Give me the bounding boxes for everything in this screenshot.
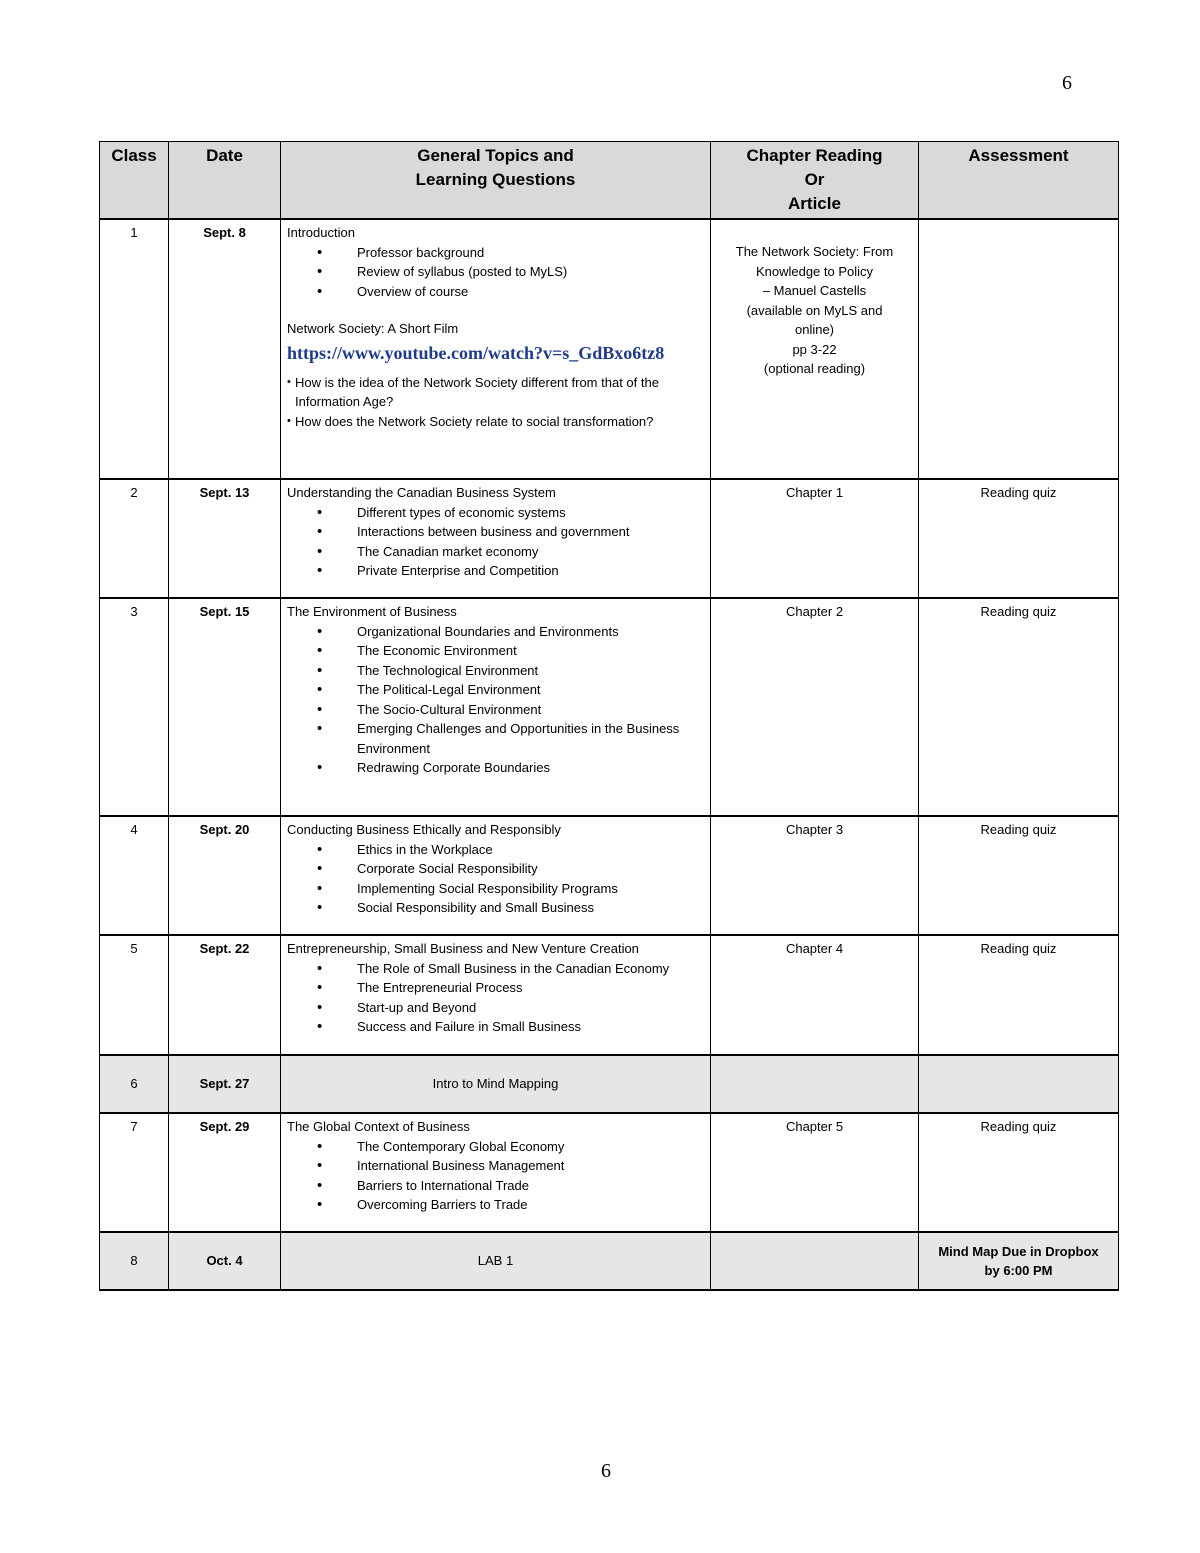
list-item: • Barriers to International Trade <box>317 1176 704 1196</box>
reading-line: pp 3-22 <box>792 341 837 357</box>
list-item: • How is the idea of the Network Society different from that of the Information Age? <box>287 373 704 412</box>
topic-cell <box>281 935 711 1055</box>
list-item: • Emerging Challenges and Opportunities in the Business Environment <box>317 719 704 758</box>
class-number: 6 <box>100 1055 169 1113</box>
topic-cell: Intro to Mind Mapping <box>281 1055 711 1113</box>
class-number: 7 <box>100 1113 169 1232</box>
list-item: • The Technological Environment <box>317 661 704 681</box>
class-date: Sept. 8 <box>169 219 281 479</box>
list-item: • The Canadian market economy <box>317 542 704 562</box>
list-item: • Organizational Boundaries and Environments <box>317 622 704 642</box>
assessment-cell <box>919 1232 1119 1290</box>
reading-cell: Chapter 2 <box>711 598 919 816</box>
reading-line: online) <box>794 322 835 337</box>
assessment-cell: Reading quiz <box>919 479 1119 598</box>
list-item: • The Contemporary Global Economy <box>317 1137 704 1157</box>
class-date: Oct. 4 <box>169 1232 281 1290</box>
assessment-cell <box>919 219 1119 479</box>
class-number: 4 <box>100 816 169 935</box>
reading-cell: Chapter 3 <box>711 816 919 935</box>
list-item: • The Role of Small Business in the Canadian Economy <box>317 959 704 979</box>
header-assessment: Assessment <box>919 142 1119 220</box>
header-reading <box>711 142 919 220</box>
header-topics <box>281 142 711 220</box>
list-item: • The Economic Environment <box>317 641 704 661</box>
class-date: Sept. 27 <box>169 1055 281 1113</box>
table-header-row <box>100 142 1119 220</box>
table-row <box>100 479 1119 598</box>
class-date: Sept. 13 <box>169 479 281 598</box>
list-item: • Ethics in the Workplace <box>317 840 704 860</box>
topic-title: Introduction <box>287 225 355 240</box>
list-item: • Interactions between business and government <box>317 522 704 542</box>
class-number: 8 <box>100 1232 169 1290</box>
list-item: • Success and Failure in Small Business <box>317 1017 704 1037</box>
assessment-line: Mind Map Due in Dropbox <box>938 1243 1099 1259</box>
list-item: • International Business Management <box>317 1156 704 1176</box>
class-number: 1 <box>100 219 169 479</box>
header-reading-line3: Article <box>788 194 841 213</box>
topic-title: Entrepreneurship, Small Business and New Venture Creation <box>287 941 639 956</box>
learning-questions <box>287 373 704 432</box>
reading-line: – Manuel Castells <box>762 283 867 298</box>
topic-cell: LAB 1 <box>281 1232 711 1290</box>
topic-bullets <box>287 503 704 581</box>
course-schedule-table <box>99 141 1119 1291</box>
film-title: Network Society: A Short Film <box>287 321 459 336</box>
assessment-line: by 6:00 PM <box>984 1263 1053 1278</box>
reading-cell: Chapter 4 <box>711 935 919 1055</box>
reading-line: (optional reading) <box>763 361 866 376</box>
assessment-cell <box>919 1055 1119 1113</box>
table-row <box>100 935 1119 1055</box>
list-item: • Different types of economic systems <box>317 503 704 523</box>
list-item: • Review of syllabus (posted to MyLS) <box>317 262 704 282</box>
list-item: • How does the Network Society relate to social transformation? <box>287 412 704 432</box>
list-item: • Redrawing Corporate Boundaries <box>317 758 704 778</box>
list-item: • Overview of course <box>317 282 704 302</box>
topic-cell <box>281 219 711 479</box>
class-date: Sept. 29 <box>169 1113 281 1232</box>
list-item: • Start-up and Beyond <box>317 998 704 1018</box>
topic-title: The Global Context of Business <box>287 1119 470 1134</box>
class-number: 5 <box>100 935 169 1055</box>
topic-bullets <box>287 622 704 778</box>
topic-bullets <box>287 959 704 1037</box>
list-item: • Professor background <box>317 243 704 263</box>
topic-cell <box>281 1113 711 1232</box>
reading-cell: Chapter 5 <box>711 1113 919 1232</box>
header-class: Class <box>100 142 169 220</box>
table-row <box>100 1232 1119 1290</box>
topic-bullets <box>287 1137 704 1215</box>
list-item: • Private Enterprise and Competition <box>317 561 704 581</box>
reading-cell <box>711 1232 919 1290</box>
list-item: • Overcoming Barriers to Trade <box>317 1195 704 1215</box>
page-number-top: 6 <box>1062 72 1072 94</box>
topic-bullets <box>287 243 704 302</box>
class-number: 2 <box>100 479 169 598</box>
topic-cell <box>281 479 711 598</box>
topic-title: The Environment of Business <box>287 604 457 619</box>
reading-cell <box>711 219 919 479</box>
header-reading-line1: Chapter Reading <box>746 146 883 165</box>
header-topics-line2: Learning Questions <box>415 170 576 189</box>
assessment-cell: Reading quiz <box>919 935 1119 1055</box>
table-row <box>100 1113 1119 1232</box>
assessment-cell: Reading quiz <box>919 598 1119 816</box>
table-row <box>100 219 1119 479</box>
table-row <box>100 598 1119 816</box>
topic-cell <box>281 816 711 935</box>
class-date: Sept. 22 <box>169 935 281 1055</box>
assessment-cell: Reading quiz <box>919 816 1119 935</box>
youtube-link[interactable]: https://www.youtube.com/watch?v=s_GdBxo6tz8 <box>287 342 665 363</box>
assessment-cell: Reading quiz <box>919 1113 1119 1232</box>
class-date: Sept. 20 <box>169 816 281 935</box>
list-item: • Corporate Social Responsibility <box>317 859 704 879</box>
list-item: • Implementing Social Responsibility Programs <box>317 879 704 899</box>
list-item: • The Political-Legal Environment <box>317 680 704 700</box>
topic-title: Conducting Business Ethically and Responsibly <box>287 822 561 837</box>
header-date: Date <box>169 142 281 220</box>
reading-line: The Network Society: From <box>735 244 894 259</box>
topic-bullets <box>287 840 704 918</box>
table-row <box>100 816 1119 935</box>
reading-line: (available on MyLS and <box>746 302 883 318</box>
list-item: • Social Responsibility and Small Business <box>317 898 704 918</box>
table-row <box>100 1055 1119 1113</box>
reading-line: Knowledge to Policy <box>755 263 874 279</box>
list-item: • The Socio-Cultural Environment <box>317 700 704 720</box>
page-number-bottom: 6 <box>601 1460 611 1482</box>
header-topics-line1: General Topics and <box>417 146 574 165</box>
reading-cell: Chapter 1 <box>711 479 919 598</box>
topic-title: Understanding the Canadian Business System <box>287 485 556 500</box>
list-item: • The Entrepreneurial Process <box>317 978 704 998</box>
header-reading-line2: Or <box>804 170 825 189</box>
topic-cell <box>281 598 711 816</box>
class-number: 3 <box>100 598 169 816</box>
reading-cell <box>711 1055 919 1113</box>
class-date: Sept. 15 <box>169 598 281 816</box>
